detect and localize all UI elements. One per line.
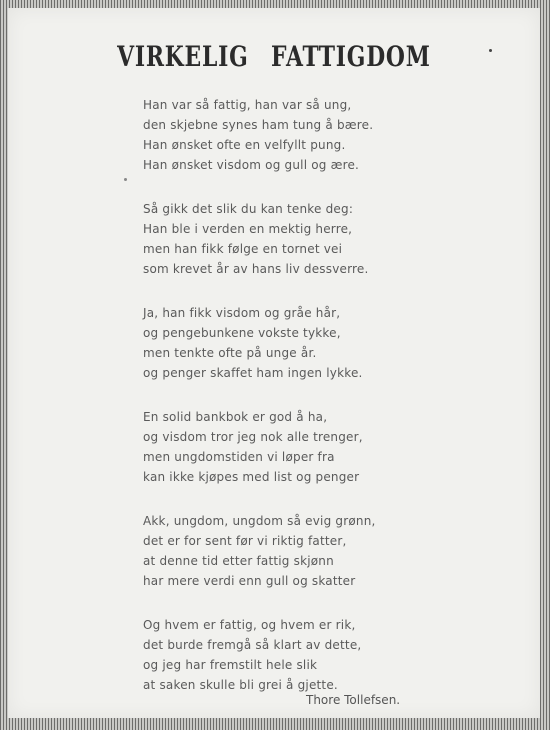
author-signature: Thore Tollefsen.: [306, 693, 401, 707]
poem-line: men ungdomstiden vi løper fra: [143, 450, 335, 464]
poem-line: Han ble i verden en mektig herre,: [143, 222, 353, 236]
poem-line: og penger skaffet ham ingen lykke.: [143, 366, 363, 380]
stanza: [143, 615, 443, 695]
poem-line: Han ønsket ofte en velfyllt pung.: [143, 138, 346, 152]
poem-line: Og hvem er fattig, og hvem er rik,: [143, 618, 356, 632]
poem-line: har mere verdi enn gull og skatter: [143, 574, 356, 588]
poem-title: VIRKELIG FATTIGDOM: [117, 40, 431, 73]
stanza: [143, 95, 443, 175]
poem-line: Han var så fattig, han var så ung,: [143, 98, 352, 112]
poem-line: at denne tid etter fattig skjønn: [143, 554, 334, 568]
poem-line: kan ikke kjøpes med list og penger: [143, 470, 360, 484]
poem-line: men tenkte ofte på unge år.: [143, 346, 317, 360]
poem-line: og pengebunkene vokste tykke,: [143, 326, 341, 340]
poem-line: Han ønsket visdom og gull og ære.: [143, 158, 360, 172]
stanza: [143, 511, 443, 591]
poem-line: som krevet år av hans liv dessverre.: [143, 262, 369, 276]
poem-line: den skjebne synes ham tung å bære.: [143, 118, 374, 132]
poem-line: det burde fremgå så klart av dette,: [143, 638, 362, 652]
poem-line: og jeg har fremstilt hele slik: [143, 658, 318, 672]
poem-line: Akk, ungdom, ungdom så evig grønn,: [143, 514, 376, 528]
poem-line: at saken skulle bli grei å gjette.: [143, 678, 338, 692]
stanza: [143, 407, 443, 487]
poem-line: men han fikk følge en tornet vei: [143, 242, 343, 256]
poem-body: [143, 95, 443, 719]
poem-line: det er for sent før vi riktig fatter,: [143, 534, 347, 548]
stanza: [143, 199, 443, 279]
poem-line: og visdom tror jeg nok alle trenger,: [143, 430, 363, 444]
ink-speck: [489, 49, 492, 52]
ink-speck: [124, 178, 127, 181]
poem-line: En solid bankbok er god å ha,: [143, 410, 328, 424]
stanza: [143, 303, 443, 383]
poem-line: Ja, han fikk visdom og gråe hår,: [143, 306, 341, 320]
poem-line: Så gikk det slik du kan tenke deg:: [143, 202, 354, 216]
